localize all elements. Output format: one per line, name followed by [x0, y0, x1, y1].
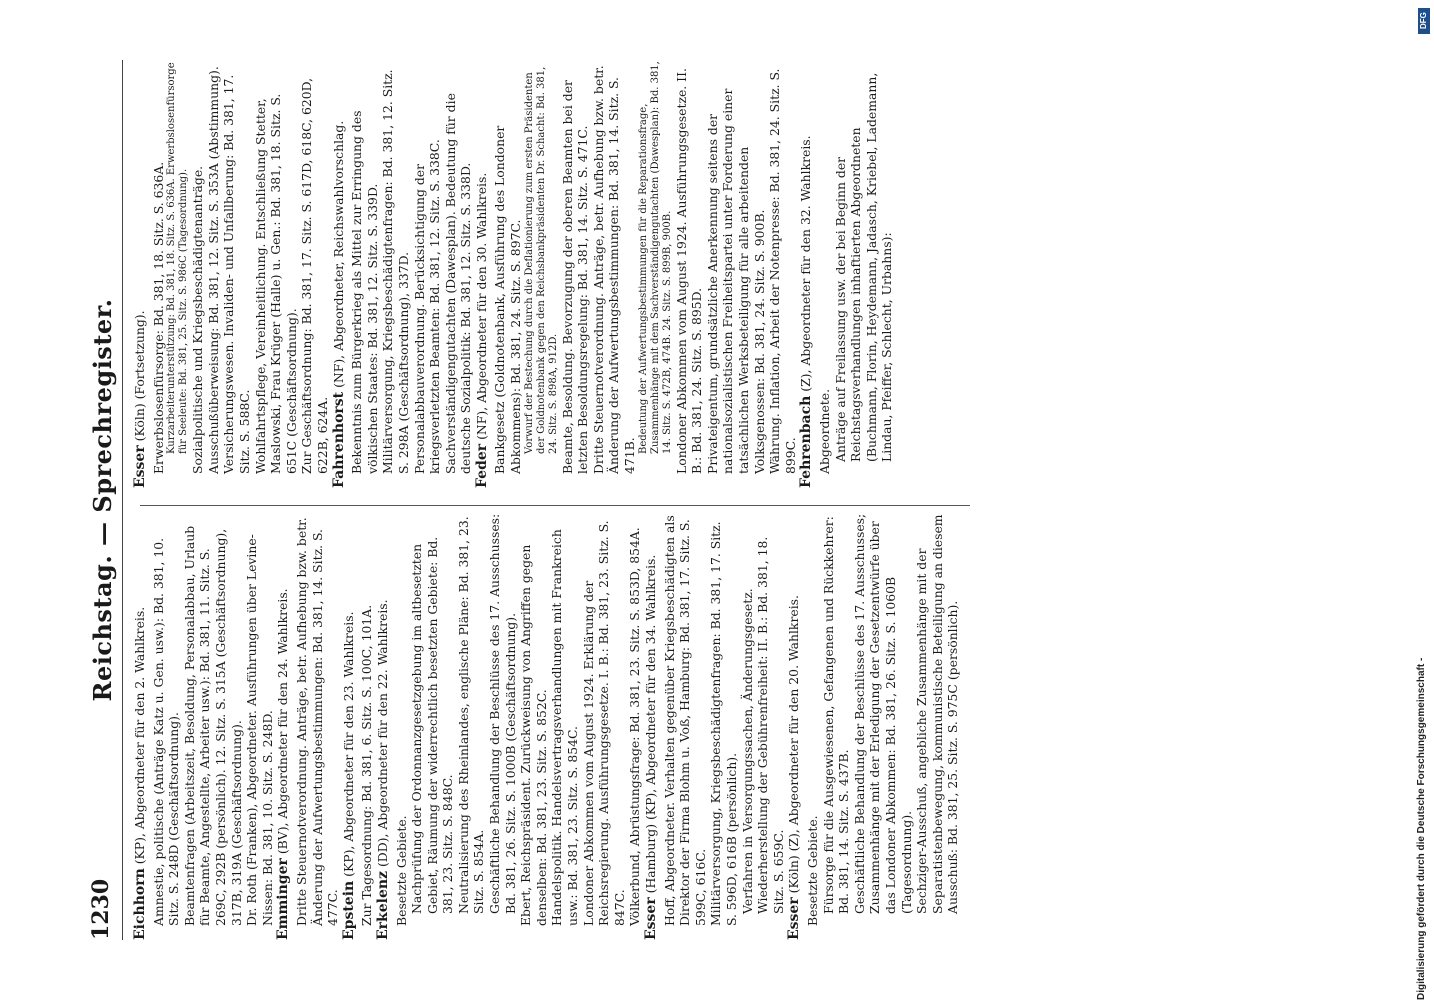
speaker-meta: (BV), Abgeordneter für den 24. Wahlkreis. — [275, 588, 291, 859]
register-note: Bedeutung der Aufwertungsbestimmungen für die Reparationsfrage, Zusammenhänge mit dem Sachverständigengutachten (Dawesplan): Bd. 381, 14. Sitz. S. 472B, 474B. 24. Sitz. S. 899B, 900B. — [637, 61, 673, 454]
register-topic: Anträge auf Freilassung usw. der bei Beginn der Reichstagsverhandlungen inhaftierten Abgeordneten (Buchmann, Florin, Heydemann, Jadasch, Kriebel, Lademann, Lindau, Pfeiffer, Schlecht, Urbahns): — [832, 72, 895, 462]
register-topic: Abgeordnete. — [816, 388, 832, 474]
register-topic: Geschäftliche Behandlung der Beschlüsse des 17. Ausschusses; Zusammenhänge mit der Erledigung der Gesetzentwürfe über das Londoner Abkommen: Bd. 381, 26. Sitz. S. 1060B (Tagesordnung). — [851, 513, 914, 914]
register-note: Vorwurf der Bestechung durch die Deflationierung zum ersten Präsidenten der Goldnotenbank gegen den Reichsbankpräsidenten Dr. Schacht: Bd. 381, 24. Sitz. S. 898A, 912D. — [523, 66, 559, 454]
speaker-meta: (KP), Abgeordneter für den 23. Wahlkreis. — [340, 611, 356, 881]
speaker-name: Emminger — [275, 858, 292, 940]
speaker-name: Epstein — [340, 880, 357, 940]
speaker-name: Fahrenhorst — [330, 391, 347, 488]
speaker-name: Feder — [473, 443, 490, 488]
speaker-meta: (NF), Abgeordneter für den 30. Wahlkreis. — [473, 172, 489, 444]
register-entry — [474, 60, 491, 488]
register-topic: Militärversorgung, Kriegsbeschädigtenfragen: Bd. 381, 17. Sitz. S. 596D, 616B (persönlich). — [708, 521, 739, 926]
register-topic: Sachverständigengutachten (Dawesplan). Bedeutung für die deutsche Sozialpolitik: Bd. 381, 12. Sitz. S. 338D. — [442, 93, 474, 474]
speaker-meta: (Hamburg) (KP), Abgeordneter für den 34. Wahlkreis. — [643, 554, 658, 898]
speaker-meta: (DD), Abgeordneter für den 22. Wahlkreis. — [374, 599, 390, 871]
register-entry — [132, 60, 149, 488]
credit-text: Digitalisierung gefördert durch die Deutsche Forschungsgemeinschaft - — [1416, 657, 1427, 1000]
register-topic: Währung. Inflation, Arbeit der Notenpresse: Bd. 381, 24. Sitz. S. 899C. — [767, 68, 798, 474]
register-topic: Verfahren in Versorgungssachen, Änderungsgesetz. Wiederherstellung der Gebührenfreiheit: II. B.: Bd. 381, 18. Sitz. S. 659C. — [739, 536, 786, 914]
register-topic: Erwerbslosenfürsorge: Bd. 381, 18. Sitz. S. 636A. — [150, 161, 166, 474]
register-topic: Sechziger-Ausschuß, angebliche Zusammenhänge mit der Separatistenbewegung, kommunistische Beteiligung an diesem Ausschuß: Bd. 381, 25. Sitz. S. 975C (persönlich). — [914, 514, 961, 914]
register-topic: Militärversorgung, Kriegsbeschädigtenfragen: Bd. 381, 12. Sitz. S. 298A (Geschäftsordnung), 337D. — [380, 69, 411, 474]
right-column — [132, 60, 895, 488]
register-topic: Geschäftliche Behandlung der Beschlüsse des 17. Ausschusses: Bd. 381, 26. Sitz. S. 1000B (Geschäftsordnung). — [487, 513, 518, 914]
register-entry — [331, 60, 348, 488]
register-topic: Völkerbund, Abrüstungsfrage: Bd. 381, 23. Sitz. S. 853D, 854A. — [627, 527, 643, 926]
register-topic: Zur Geschäftsordnung: Bd. 381, 17. Sitz. S. 617D, 618C, 620D, 622B, 624A. — [299, 77, 330, 474]
page-number: 1230 — [88, 878, 114, 940]
speaker-meta: (NF), Abgeordneter, Reichswahlvorschlag. — [330, 120, 346, 392]
register-topic: Beamte, Besoldung. Bevorzugung der oberen Beamten bei der letzten Besoldungsregelung: Bd. 381, 14. Sitz. S. 471C. — [559, 80, 591, 474]
register-topic: Beamtenfragen (Arbeitszeit, Besoldung, Personalabbau, Urlaub für Beamte, Angestellte, Arbeiter usw.): Bd. 381, 11. Sitz. S. 269C, 292B (persönlich). 12. Sitz. S. 315A (Geschäftsordnung), 317B, 319A (Geschäftsordnung). — [181, 525, 244, 926]
dfg-logo: DFG — [1418, 8, 1430, 34]
register-topic: Handelspolitik. Handelsvertragsverhandlungen mit Frankreich usw.: Bd. 381, 23. Sitz. S. 854C. — [549, 529, 581, 926]
register-entry — [275, 512, 292, 940]
register-entry — [132, 512, 149, 940]
register-topic: Neutralisierung des Rheinlandes, englische Pläne: Bd. 381, 23. Sitz. S. 854A. — [455, 516, 487, 914]
register-note: Kurzarbeiterunterstützung: Bd. 381, 18. Sitz. S. 636A. Erwerbslosenfürsorge für Seeleute: Bd. 381, 25. Sitz. S. 986C (Tagesordnung). — [166, 62, 190, 454]
speaker-meta: (Köln) (Fortsetzung). — [132, 310, 147, 446]
register-entry — [341, 512, 358, 940]
register-topic: Bankgesetz (Goldnotenbank, Ausführung des Londoner Abkommens): Bd. 381, 24. Sitz. S. 897C. — [492, 125, 524, 474]
register-entry — [643, 512, 660, 940]
register-topic: Nachprüfung der Ordonnanzgesetzgebung im altbesetzten Gebiet, Räumung der widerrechtlich besetzten Gebiete: Bd. 381, 23. Sitz. S. 848C. — [409, 536, 456, 914]
register-entry — [798, 60, 815, 488]
register-topic: Zur Tagesordnung: Bd. 381, 6. Sitz. S. 100C, 101A. — [359, 604, 375, 926]
speaker-name: Fehrenbach — [798, 395, 815, 488]
speaker-name: Eichhorn — [132, 868, 148, 940]
speaker-meta: (Köln) (Z), Abgeordneter für den 20. Wahlkreis. — [786, 595, 802, 898]
register-topic: Londoner Abkommen vom August 1924. Ausführungsgesetze. II. B.: Bd. 381, 24. Sitz. S. 895D. — [673, 68, 705, 474]
register-topic: Ebert, Reichspräsident. Zurückweisung von Angriffen gegen denselben: Bd. 381, 23. Sitz. S. 852C. — [518, 544, 549, 926]
register-topic: Amnestie, politische (Anträge Katz u. Gen. usw.): Bd. 381, 10. Sitz. S. 248D (Geschäftsordnung). — [150, 537, 182, 926]
digitization-credit — [1416, 10, 1430, 1000]
running-head: Reichstag. — Sprechregister. — [88, 298, 117, 702]
register-topic: Londoner Abkommen vom August 1924. Erklärung der Reichsregierung. Ausführungsgesetze. I. B.: Bd. 381, 23. Sitz. S. 847C. — [580, 520, 627, 926]
register-topic: Besetzte Gebiete. — [393, 815, 409, 926]
register-topic: Dr. Roth (Franken), Abgeordneter. Ausführungen über Levine-Nissen: Bd. 381, 10. Sitz. S. 248D. — [244, 534, 275, 926]
speaker-meta: (Z), Abgeordneter für den 32. Wahlkreis. — [798, 135, 814, 396]
register-topic: Dritte Steuernotverordnung. Anträge, betr. Aufhebung bzw. betr. Änderung der Aufwertungsbestimmungen: Bd. 381, 14. Sitz. S. 471B. — [590, 65, 638, 474]
register-topic: Privateigentum, grundsätzliche Anerkennung seitens der nationalsozialistischen Freiheitspartei unter Forderung einer tatsächlichen Werksbeteiligung für alle arbeitenden Volksgenossen: Bd. 381, 24. Sitz. S. 900B. — [704, 88, 767, 474]
speaker-name: Erkelenz — [374, 870, 391, 940]
register-topic: Personalabbauverordnung. Berücksichtigung der kriegsverletzten Beamten: Bd. 381, 12. Sitz. S. 338C. — [411, 139, 443, 474]
register-topic: Sozialpolitische und Kriegsbeschädigtenanträge. Ausschußüberweisung: Bd. 381, 12. Sitz. S. 353A (Abstimmung). — [190, 66, 221, 474]
register-topic: Fürsorge für die Ausgewiesenen, Gefangenen und Rückkehrer: Bd. 381, 14. Sitz. S. 437B. — [820, 516, 852, 914]
page-header — [88, 60, 123, 940]
left-column — [132, 512, 961, 940]
speaker-name: Esser — [786, 897, 803, 940]
speaker-name: Esser — [132, 445, 148, 488]
register-topic: Dritte Steuernotverordnung. Anträge, betr. Aufhebung bzw. betr. Änderung der Aufwertungsbestimmungen: Bd. 381, 14. Sitz. S. 477C. — [293, 517, 341, 926]
register-entry — [375, 512, 392, 940]
register-topic: Wohlfahrtspflege, Vereinheitlichung. Entschließung Stetter, Maslowski, Frau Krüger (Halle) u. Gen.: Bd. 381, 18. Sitz. S. 651C (Geschäftsordnung). — [252, 93, 299, 474]
column-divider — [140, 505, 970, 506]
register-entry — [786, 512, 803, 940]
register-topic: Versicherungswesen. Invaliden- und Unfallberung: Bd. 381, 17. Sitz. S. 588C. — [221, 74, 252, 474]
register-topic: Besetzte Gebiete. — [804, 815, 820, 926]
register-topic: Hoff, Abgeordneter. Verhalten gegenüber Kriegsbeschädigten als Direktor der Firma Blohm u. Voß, Hamburg: Bd. 381, 17. Sitz. S. 599C, 616C. — [661, 515, 708, 926]
register-topic: Bekenntnis zum Bürgerkrieg als Mittel zur Erringung des völkischen Staates: Bd. 381, 12. Sitz. S. 339D. — [349, 110, 380, 474]
speaker-meta: (KP), Abgeordneter für den 2. Wahlkreis. — [132, 606, 147, 869]
speaker-name: Esser — [643, 897, 659, 940]
